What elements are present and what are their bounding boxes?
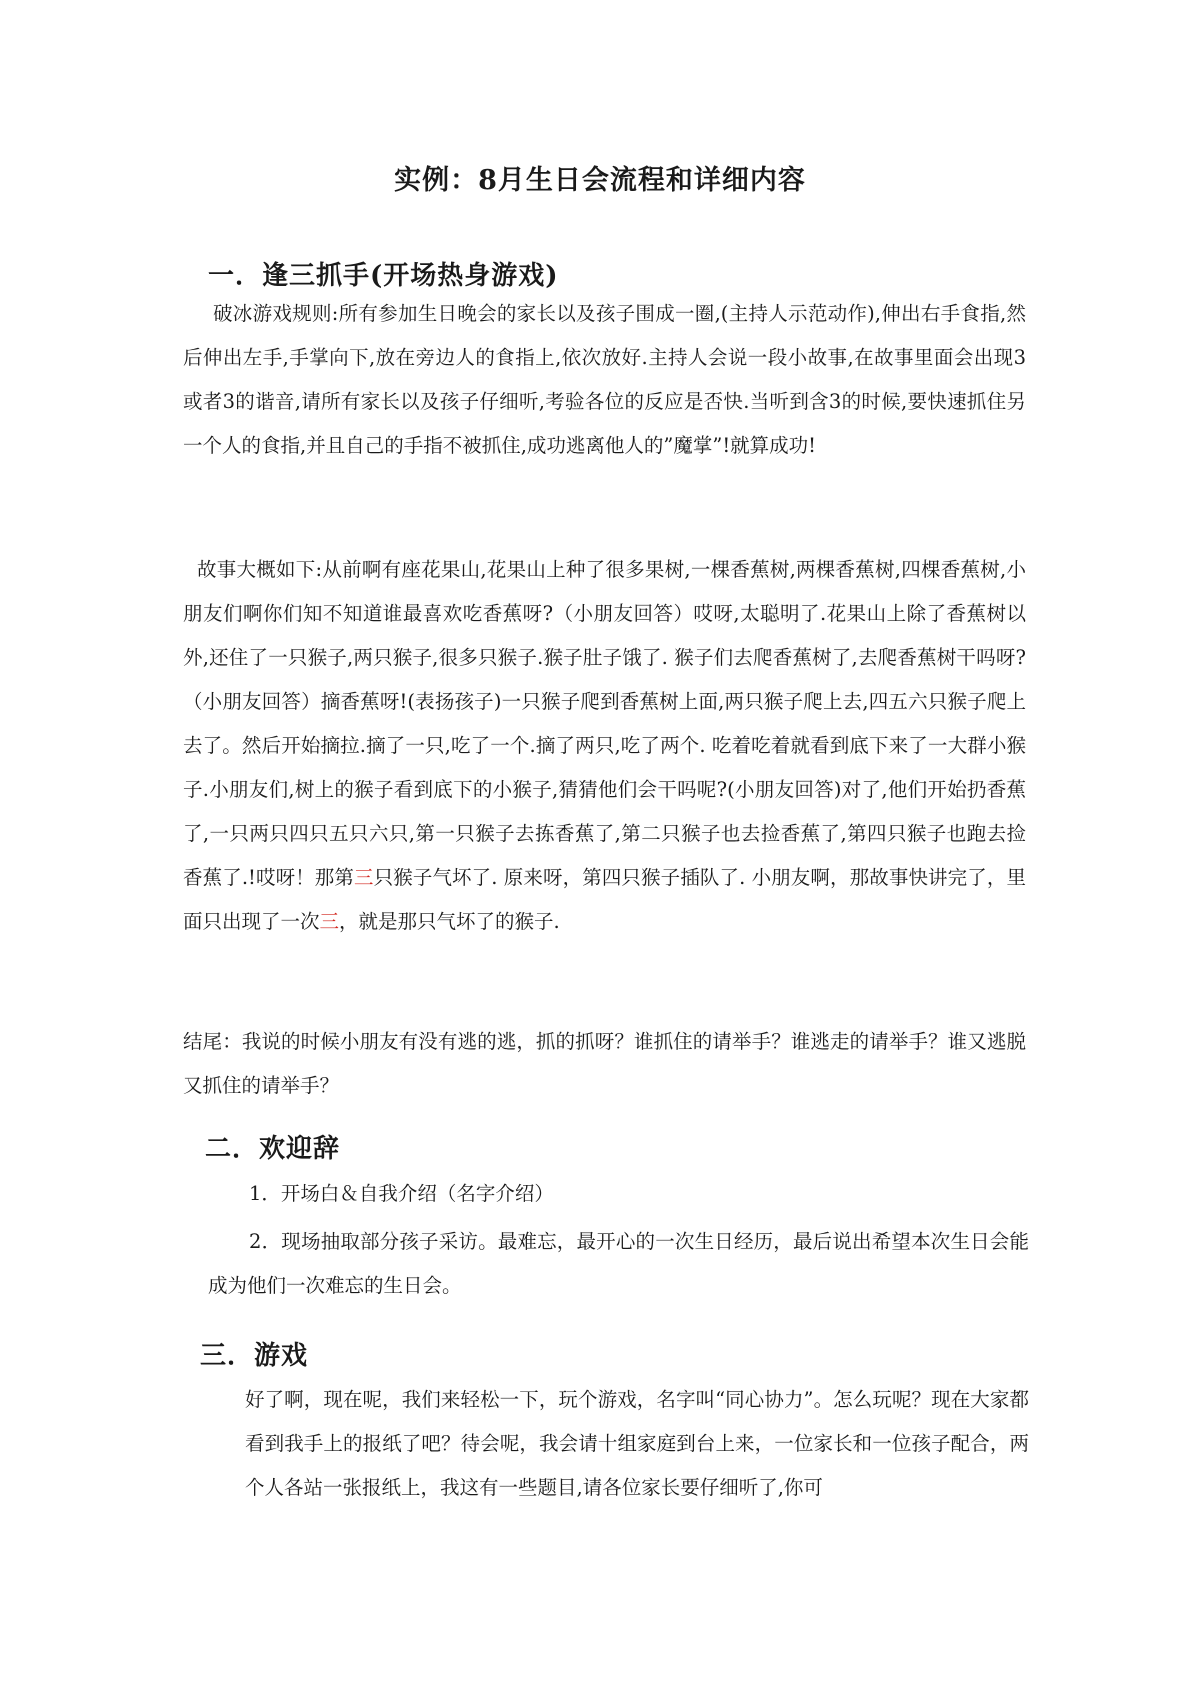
section-heading-3: 三．游戏	[200, 1341, 309, 1371]
story-highlight-three-1: 三	[354, 866, 374, 889]
section-heading-1: 一．逢三抓手(开场热身游戏)	[208, 261, 559, 291]
story-text	[183, 548, 1026, 944]
game-rules-paragraph	[183, 292, 1026, 468]
document-title: 实例：8月生日会流程和详细内容	[394, 165, 806, 196]
welcome-item-2-text: 2．现场抽取部分孩子采访。最难忘，最开心的一次生日经历，最后说出希望本次生日会能成为他们一次难忘的生日会。	[208, 1230, 1029, 1297]
story-text-part2: 只猴子气坏了. 原来呀，第四只猴子插队了. 小朋友啊，那故事快讲完了，里面只出现了一次	[183, 866, 1026, 933]
story-text-part3: ，就是那只气坏了的猴子.	[339, 910, 560, 933]
welcome-item-1	[249, 1172, 1029, 1216]
ending-text: 结尾：我说的时候小朋友有没有逃的逃，抓的抓呀？谁抓住的请举手？谁逃走的请举手？谁又逃脱又抓住的请举手？	[183, 1030, 1026, 1097]
section-heading-2: 二．欢迎辞	[205, 1134, 341, 1164]
game-rules-text: 破冰游戏规则:所有参加生日晚会的家长以及孩子围成一圈,(主持人示范动作),伸出右手食指,然后伸出左手,手掌向下,放在旁边人的食指上,依次放好.主持人会说一段小故事,在故事里面会出现3 或者3的谐音,请所有家长以及孩子仔细听,考验各位的反应是否快.当听到含3的时候,要快速抓住另一个人的食指,并且自己的手指不被抓住,成功逃离他人的”魔掌”!就算成功!	[183, 302, 1026, 457]
welcome-item-1-text: 1．开场白＆自我介绍（名字介绍）	[249, 1182, 554, 1205]
game-intro-text: 好了啊，现在呢，我们来轻松一下，玩个游戏，名字叫“同心协力”。怎么玩呢？现在大家都看到我手上的报纸了吧？待会呢，我会请十组家庭到台上来，一位家长和一位孩子配合，两个人各站一张报纸上，我这有一些题目,请各位家长要仔细听了,你可	[245, 1388, 1029, 1499]
game-intro-paragraph	[245, 1378, 1029, 1510]
welcome-item-2	[208, 1220, 1029, 1308]
story-highlight-three-2: 三	[319, 910, 340, 933]
story-paragraph	[183, 548, 1026, 944]
story-text-part1: 故事大概如下:从前啊有座花果山,花果山上种了很多果树,一棵香蕉树,两棵香蕉树,四棵香蕉树,小朋友们啊你们知不知道谁最喜欢吃香蕉呀?（小朋友回答）哎呀,太聪明了.花果山上除了香蕉树以外,还住了一只猴子,两只猴子,很多只猴子.猴子肚子饿了. 猴子们去爬香蕉树了,去爬香蕉树干吗呀?（小朋友回答）摘香蕉呀!(表扬孩子)一只猴子爬到香蕉树上面,两只猴子爬上去,四五六只猴子爬上去了。然后开始摘拉.摘了一只,吃了一个.摘了两只,吃了两个. 吃着吃着就看到底下来了一大群小猴子.小朋友们,树上的猴子看到底下的小猴子,猜猜他们会干吗呢?(小朋友回答)对了,他们开始扔香蕉了,一只两只四只五只六只,第一只猴子去拣香蕉了,第二只猴子也去捡香蕉了,第四只猴子也跑去捡香蕉了.!哎呀！那第	[183, 558, 1026, 889]
ending-paragraph	[183, 1020, 1026, 1108]
